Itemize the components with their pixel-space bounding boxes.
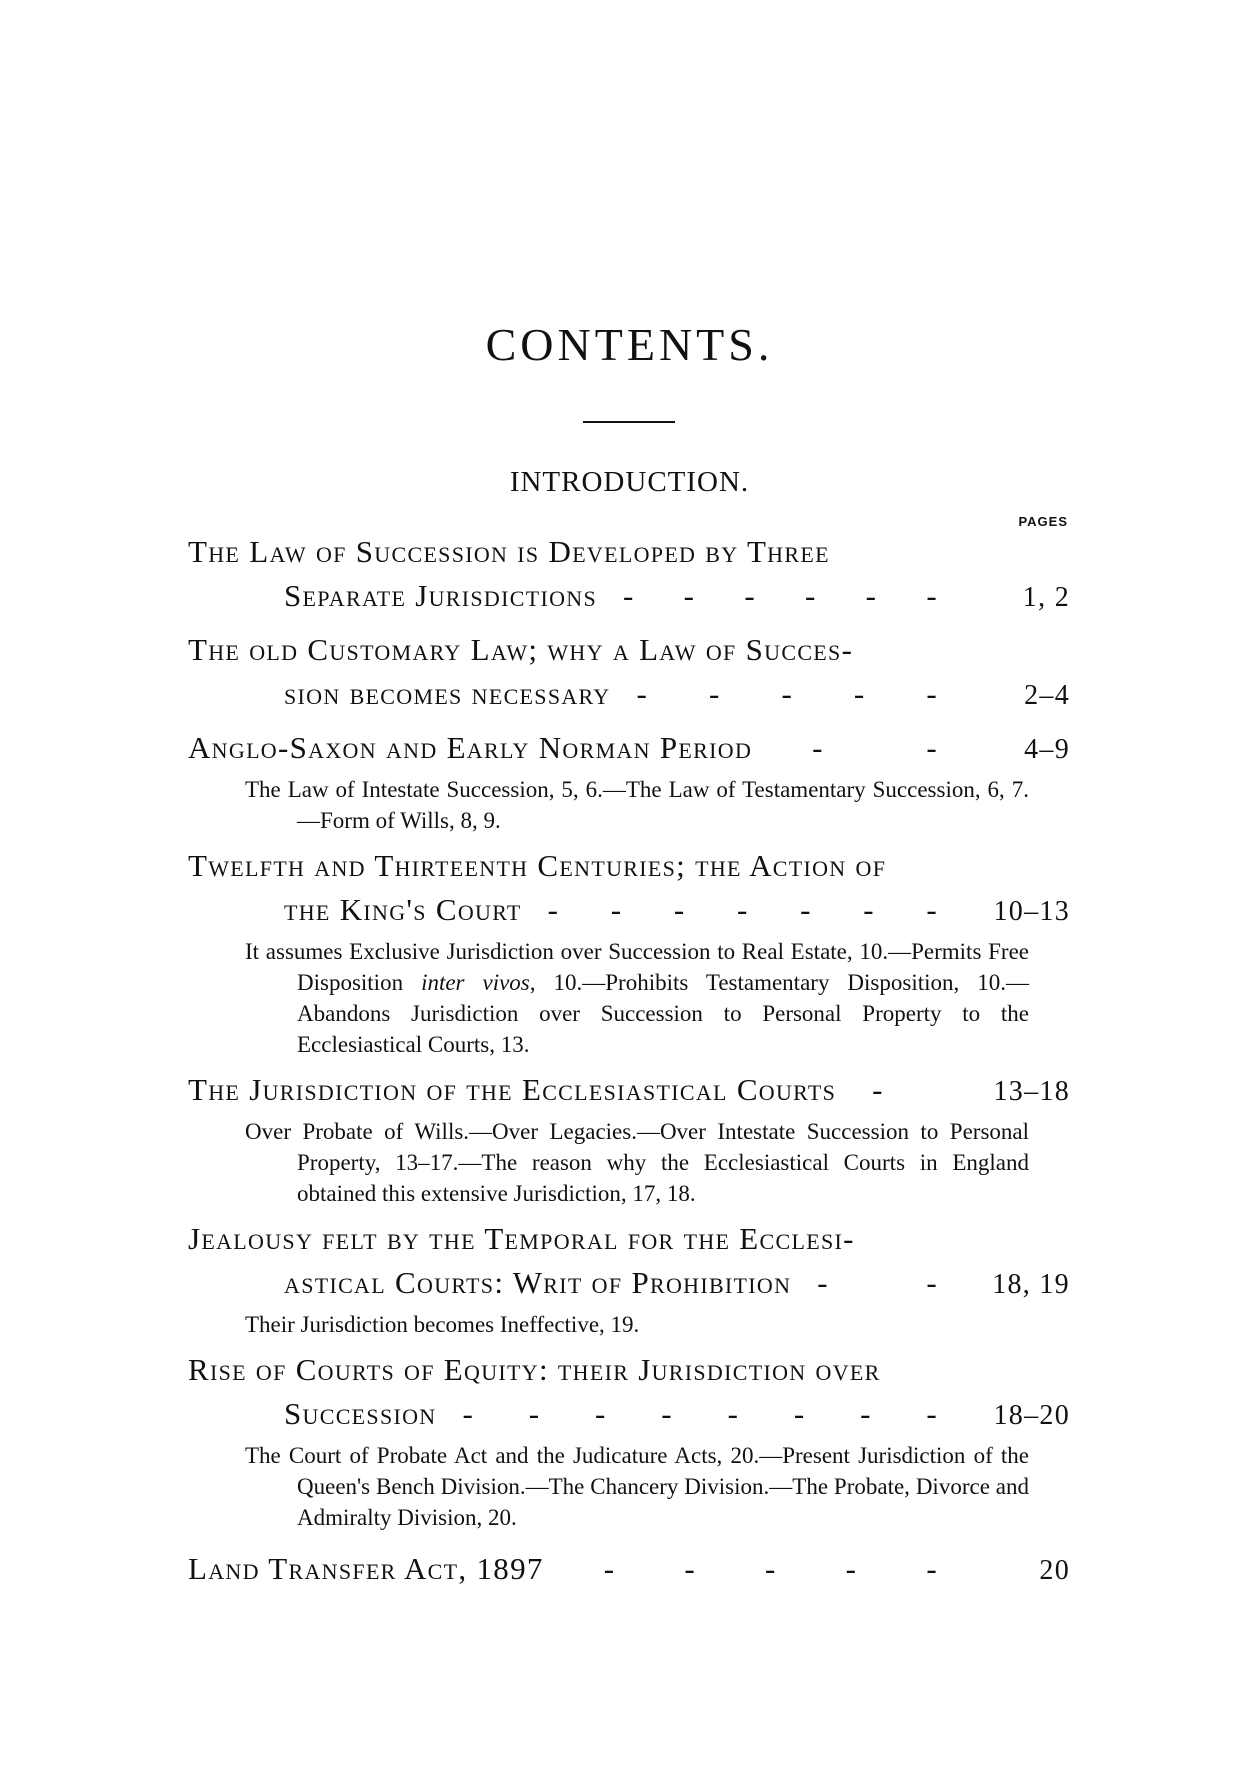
dot-leader: - - - - - - - xyxy=(547,892,938,927)
toc-heading-line: Anglo-Saxon and Early Norman Period xyxy=(188,730,753,765)
toc-entry xyxy=(188,530,1070,620)
toc-entry-description: It assumes Exclusive Jurisdiction over Succession to Real Estate, 10.—Permits Free Disposition inter vivos, 10.—Prohibits Testamentary Disposition, 10.—Abandons Jurisdiction over Succession to Personal Property to the Ecclesiastical Courts, 13. xyxy=(245,939,1029,1057)
dot-leader: - - - - - xyxy=(603,1551,938,1586)
toc-entry xyxy=(188,1068,1070,1209)
section-heading: INTRODUCTION. xyxy=(509,466,750,498)
toc-heading-line: Land Transfer Act, 1897 xyxy=(188,1551,544,1586)
toc-entry-description: The Court of Probate Act and the Judicature Acts, 20.—Present Jurisdiction of the Queen's Bench Division.—The Chancery Division.—The Probate, Divorce and Admiralty Division, 20. xyxy=(245,1443,1029,1530)
toc-entry-description: Their Jurisdiction becomes Ineffective, 19. xyxy=(245,1312,640,1337)
dot-leader: - - - - - - - - xyxy=(462,1396,938,1431)
toc-entry xyxy=(188,1348,1070,1533)
dot-leader: - - - - - xyxy=(636,676,938,711)
toc-page-number: 4–9 xyxy=(1024,734,1070,765)
dot-leader: - - xyxy=(812,730,938,765)
dot-leader: - xyxy=(872,1072,884,1107)
toc-heading-continuation: the King's Court xyxy=(284,892,522,927)
dot-leader: - - - - - - xyxy=(622,578,938,613)
toc-entry xyxy=(188,628,1070,718)
toc-heading-line: Jealousy felt by the Temporal for the Ecclesi- xyxy=(188,1221,855,1256)
toc-heading-continuation: Separate Jurisdictions xyxy=(284,578,597,613)
pages-column-header: PAGES xyxy=(1018,514,1068,529)
toc-heading-continuation: Succession xyxy=(284,1396,437,1431)
toc-page-number: 10–13 xyxy=(993,896,1070,927)
toc-heading-continuation: sion becomes necessary xyxy=(284,676,611,711)
toc-heading-line: The Jurisdiction of the Ecclesiastical Courts xyxy=(188,1072,837,1107)
page-title: CONTENTS. xyxy=(485,319,774,370)
dot-leader: - - xyxy=(817,1265,938,1300)
toc-page-number: 2–4 xyxy=(1024,680,1070,711)
toc-page-number: 18–20 xyxy=(993,1400,1070,1431)
toc-page-number: 18, 19 xyxy=(992,1269,1070,1300)
toc-entry xyxy=(188,1217,1070,1340)
toc-page-number: 20 xyxy=(1039,1555,1070,1586)
table-of-contents xyxy=(188,530,1070,1601)
title-rule xyxy=(583,421,675,423)
toc-entry-description: Over Probate of Wills.—Over Legacies.—Over Intestate Succession to Personal Property, 13–17.—The reason why the Ecclesiastical Courts in England obtained this extensive Jurisdiction, 17, 18. xyxy=(245,1119,1029,1206)
toc-heading-line: Twelfth and Thirteenth Centuries; the Action of xyxy=(188,848,887,883)
toc-page-number: 13–18 xyxy=(993,1076,1070,1107)
toc-heading-line: The old Customary Law; why a Law of Succes- xyxy=(188,632,854,667)
toc-entry xyxy=(188,844,1070,1060)
toc-entry xyxy=(188,1547,1070,1593)
toc-heading-line: Rise of Courts of Equity: their Jurisdiction over xyxy=(188,1352,881,1387)
toc-heading-line: The Law of Succession is Developed by Three xyxy=(188,534,830,569)
toc-page-number: 1, 2 xyxy=(1022,582,1070,613)
toc-entry-description: The Law of Intestate Succession, 5, 6.—The Law of Testamentary Succession, 6, 7.—Form of Wills, 8, 9. xyxy=(245,777,1029,833)
toc-entry xyxy=(188,726,1070,836)
toc-heading-continuation: astical Courts: Writ of Prohibition xyxy=(284,1265,792,1300)
